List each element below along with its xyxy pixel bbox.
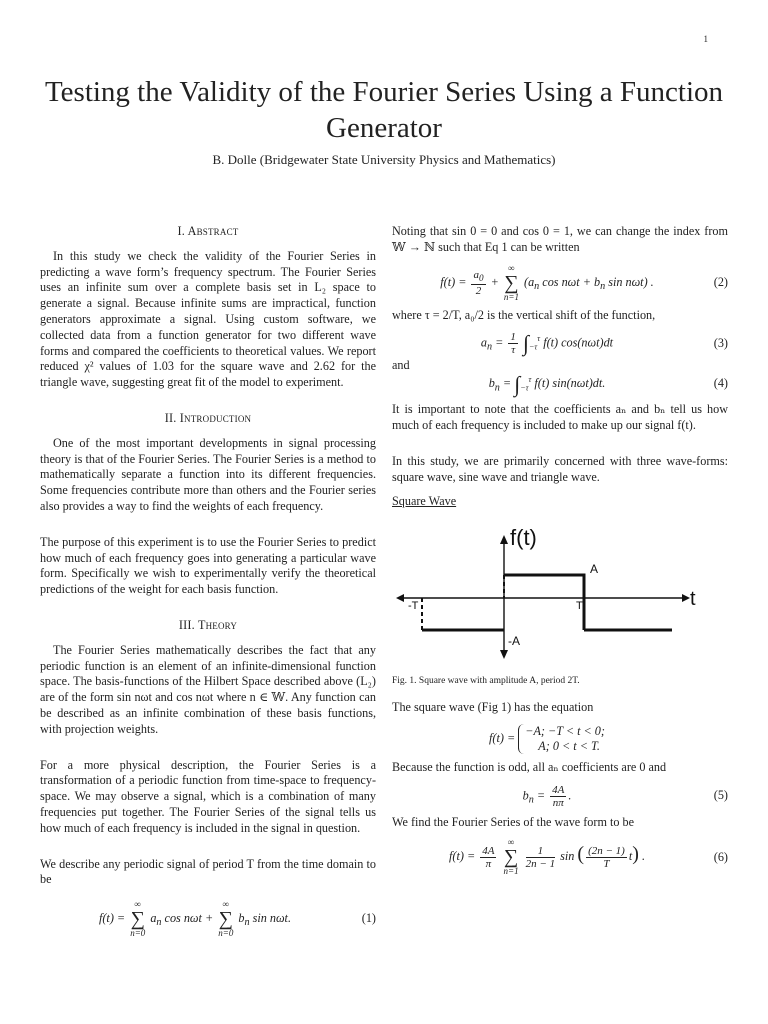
equation-5: $b_n$ = $\frac{4A}{n\pi}$ . (5) [522, 783, 728, 809]
square-wave-high [504, 575, 584, 630]
right-paragraph-3: It is important to note that the coefficients aₙ and bₙ tell us how much of each frequency is included to make up our signal f(t). [392, 402, 728, 433]
abstract-text: In this study we check the validity of the Fourier Series in predicting a wave form’s frequency spectrum. The Fourier Series uses an infinite sum over a complete basis set in L₂ space to generate a signal. Because infinite sums are impractical, function generators approximate a signal. Using custom software, we collected data from a function generator for two different wave forms and compared the coefficients to theoretical values. We report reduced χ² values of 1.03 for the square wave and 2.62 for the triangle wave, suggesting great fit of the model to experiment. [40, 248, 376, 390]
ft-axis-arrow-up [500, 535, 508, 544]
figure-1-caption: Fig. 1. Square wave with amplitude A, period 2T. [392, 676, 580, 687]
equation-1: f(t) = ∞ ∑ n=0 $a_n$ cos nωt + ∞ ∑ n=0 $b_n$ sin nωt. (1) [98, 899, 376, 939]
equation-2-number: (2) [713, 274, 728, 289]
abstract-heading: I. Abstract [177, 224, 239, 238]
negA-label: -A [508, 634, 520, 649]
case-2: A; 0 < t < T. [538, 738, 600, 753]
ft-axis-arrow-down [500, 650, 508, 659]
equation-6: f(t) = $\frac{4A}{\pi}$ ∞ ∑ n=1 $\frac{1}{2n - 1}$ sin ( $\frac{(2n - 1)}{T}$ t) . (6) [449, 837, 728, 877]
equation-4: $b_n = \int_{-\tau}^\tau$ f(t) sin(nωt)dt. (4) [488, 371, 728, 397]
t-axis-arrow-left [396, 594, 404, 602]
equation-5-number: (5) [713, 788, 728, 803]
left-column [40, 224, 376, 944]
page-number: 1 [703, 34, 708, 44]
negT-label: -T [408, 600, 419, 613]
right-paragraph-1: Noting that sin 0 = 0 and cos 0 = 1, we can change the index from 𝕎 → ℕ such that Eq 1 can be written [392, 224, 728, 254]
equation-6-number: (6) [713, 849, 728, 864]
A-label: A [590, 562, 599, 577]
ft-label: f(t) [510, 525, 537, 551]
theory-heading: III. Theory [178, 617, 238, 632]
introduction-heading: II. Introduction [164, 410, 252, 425]
intro-paragraph-2: The purpose of this experiment is to use the Fourier Series to predict how much of each frequency goes into generating a particular wave form. Specifically we wish to experimentally verify the theoretical predictions of the weight for each basis function. [40, 534, 376, 597]
right-paragraph-6: Because the function is odd, all aₙ coefficients are 0 and [392, 759, 667, 774]
t-label: t [690, 588, 696, 611]
equation-2: f(t) = $\frac{a_0}{2}$ + ∞ ∑ n=1 ($a_n$ $\cos n\omega t + b_n$ sin nωt) . (2) [440, 262, 728, 302]
square-wave-heading: Square Wave [392, 493, 457, 508]
equation-3: $a_n$ = $\frac{1}{\tau}$ $\int_{-\tau}^\tau$ f(t) cos(nωt)dt (3) [480, 330, 728, 357]
T-label: T [576, 600, 583, 613]
theory-paragraph-3: We describe any periodic signal of period T from the time domain to be [40, 856, 376, 887]
right-paragraph-5: The square wave (Fig 1) has the equation [392, 700, 594, 715]
right-paragraph-7: We find the Fourier Series of the wave form to be [392, 814, 635, 829]
intro-paragraph-1: One of the most important developments in signal processing theory is that of the Fourier Series. The Fourier Series is a method to mathematically separate a function into its different frequencies. Some frequencies contribute more than others and the Fourier series also provides a way to find the weights of each frequency. [40, 435, 376, 513]
case-1: −A; −T < t < 0; [525, 723, 605, 738]
equation-1-number: (1) [361, 911, 376, 926]
paper-title: Testing the Validity of the Fourier Series Using a Function Generator [44, 76, 724, 144]
right-paragraph-4: In this study, we are primarily concerned with three wave-forms: square wave, sine wave and triangle wave. [392, 454, 728, 484]
right-column [392, 224, 728, 882]
equation-4-number: (4) [713, 376, 728, 391]
theory-paragraph-1: The Fourier Series mathematically describes the fact that any periodic function is an element of an infinite-dimensional function space. The basis-functions of the Hilbert Space described above (L₂) are of the form sin nωt and cos nωt where n ∈ 𝕎. Any function can be described as an infinite combination of these basis functions, with projection weights. [40, 642, 376, 736]
square-wave-equation: f(t) = −A; −T < t < 0; A; 0 < t < T. [489, 723, 605, 753]
square-wave-figure [392, 515, 728, 663]
author-line: B. Dolle (Bridgewater State University Physics and Mathematics) [212, 152, 556, 167]
right-paragraph-2: where τ = 2/T, a₀/2 is the vertical shift of the function, [392, 307, 656, 322]
t-axis-arrow-right [682, 594, 690, 602]
theory-paragraph-2: For a more physical description, the Fourier Series is a transformation of a periodic function from time-space to frequency-space. We may observe a signal, which is a combination of many frequencies put together. The Fourier Series of the signal tells us how much of each frequency is included in the signal in question. [40, 757, 376, 835]
and-label: and [392, 358, 410, 373]
equation-3-number: (3) [713, 335, 728, 350]
